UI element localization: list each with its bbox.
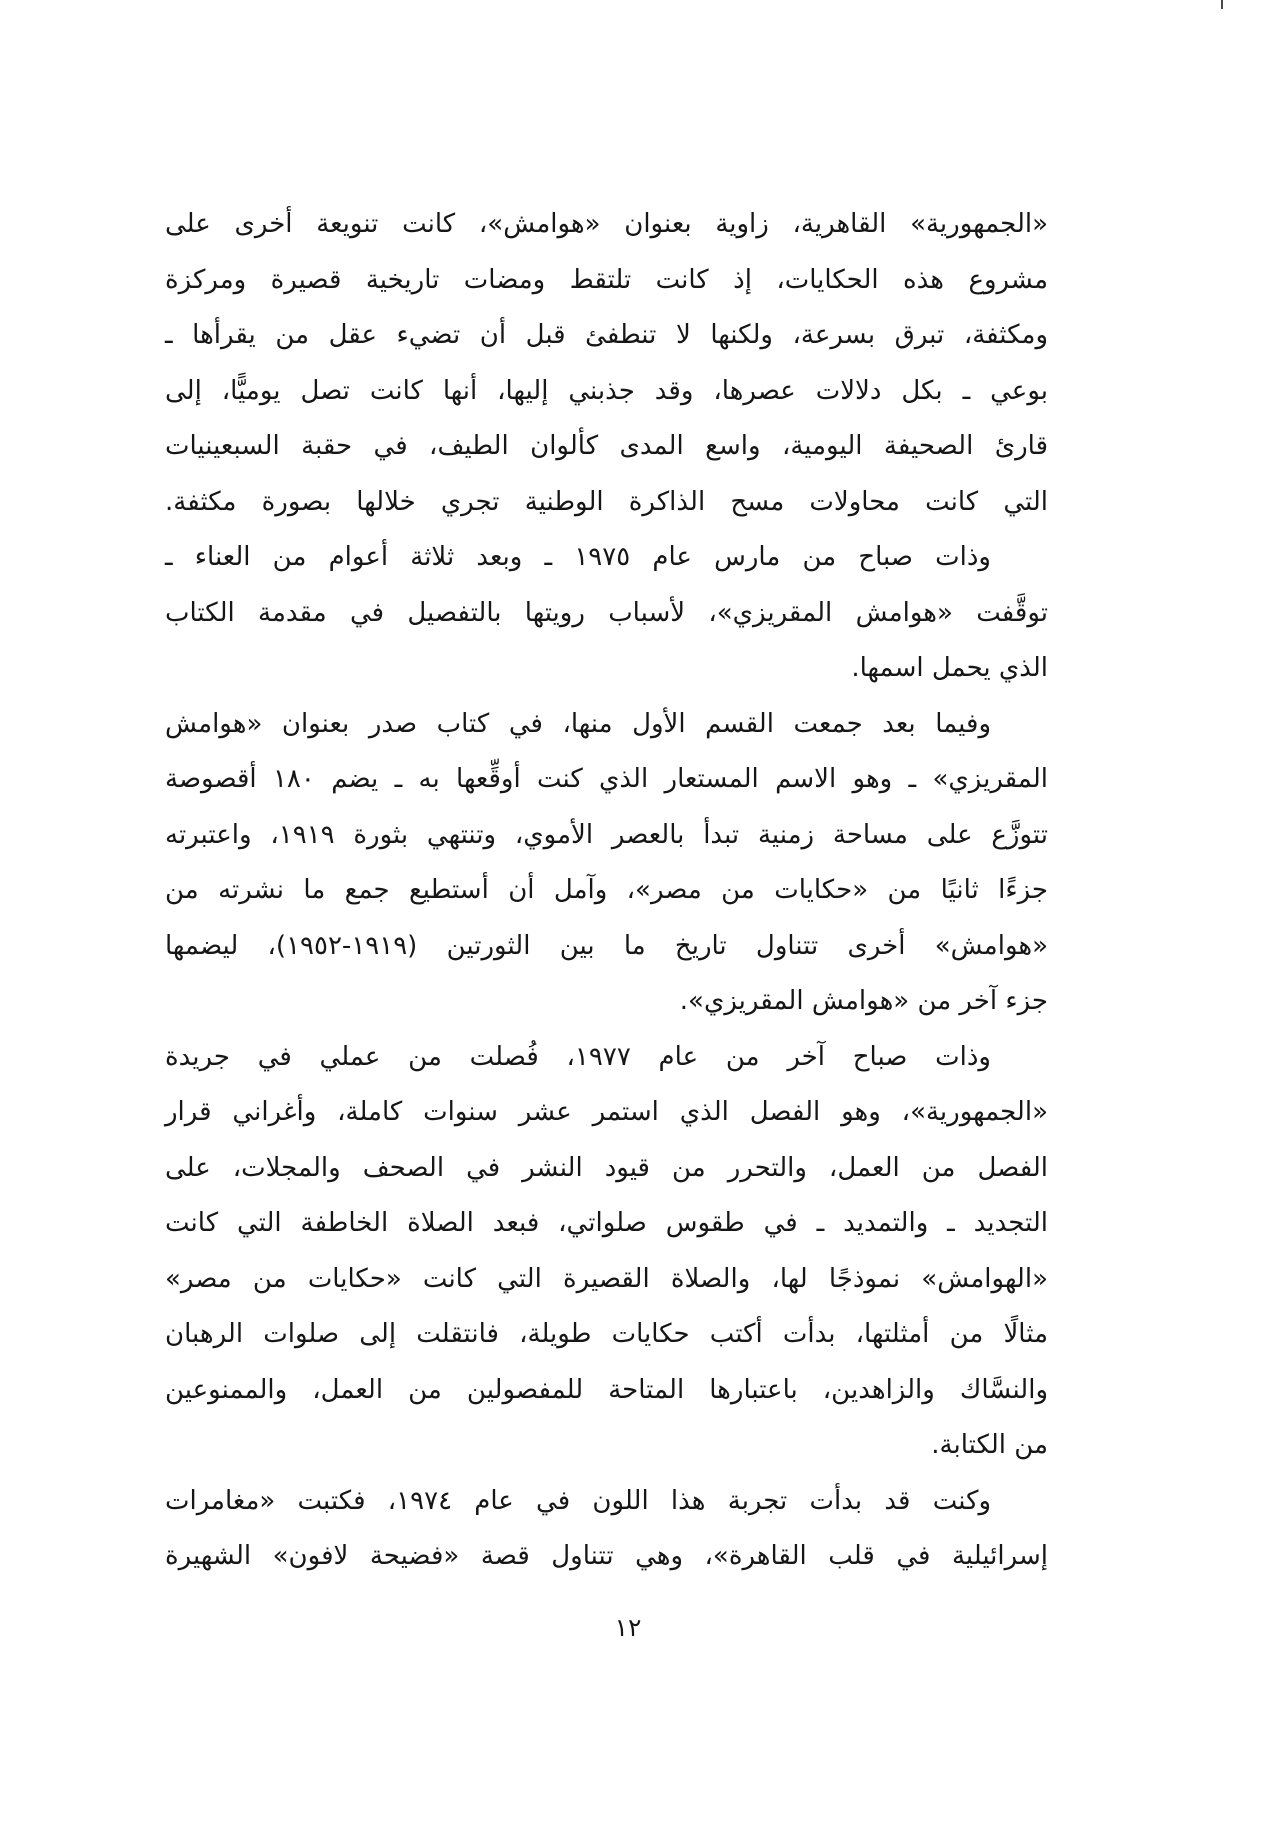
- text-line: الفصل من العمل، والتحرر من قيود النشر في الصحف والمجلات، على: [165, 1152, 1048, 1183]
- text-line: ومكثفة، تبرق بسرعة، ولكنها لا تنطفئ قبل أن تضيء عقل من يقرأها ـ: [165, 320, 1048, 350]
- text-line: وذات صباح من مارس عام ١٩٧٥ ـ وبعد ثلاثة أعوام من العناء ـ: [165, 542, 991, 572]
- text-line: من الكتابة.: [931, 1430, 1048, 1460]
- text-line: التي كانت محاولات مسح الذاكرة الوطنية تجري خلالها بصورة مكثفة.: [165, 486, 1048, 517]
- text-line: مثالًا من أمثلتها، بدأت أكتب حكايات طويلة، فانتقلت إلى صلوات الرهبان: [165, 1319, 1048, 1349]
- text-line: توقَّفت «هوامش المقريزي»، لأسباب رويتها بالتفصيل في مقدمة الكتاب: [165, 597, 1048, 628]
- text-line: وذات صباح آخر من عام ١٩٧٧، فُصلت من عملي في جريدة: [165, 1041, 991, 1072]
- page-number: ١٢: [614, 1613, 642, 1642]
- page-text: [165, 197, 1048, 1585]
- text-line: والنسَّاك والزاهدين، باعتبارها المتاحة للمفصولين من العمل، والممنوعين: [165, 1374, 1048, 1405]
- text-line: المقريزي» ـ وهو الاسم المستعار الذي كنت أوقِّعها به ـ يضم ١٨٠ أقصوصة: [165, 764, 1048, 794]
- text-line: وفيما بعد جمعت القسم الأول منها، في كتاب صدر بعنوان «هوامش: [165, 708, 991, 739]
- text-line: جزء آخر من «هوامش المقريزي».: [679, 986, 1048, 1016]
- text-line: الذي يحمل اسمها.: [851, 653, 1048, 683]
- text-line: «هوامش» أخرى تتناول تاريخ ما بين الثورتين (١٩١٩-١٩٥٢)، ليضمها: [165, 930, 1048, 961]
- text-line: جزءًا ثانيًا من «حكايات من مصر»، وآمل أن أستطيع جمع ما نشرته من: [165, 875, 1048, 905]
- text-line: «الجمهورية» القاهرية، زاوية بعنوان «هوامش»، كانت تنويعة أخرى على: [165, 209, 1048, 239]
- text-line: مشروع هذه الحكايات، إذ كانت تلتقط ومضات تاريخية قصيرة ومركزة: [165, 264, 1048, 295]
- text-line: بوعي ـ بكل دلالات عصرها، وقد جذبني إليها، أنها كانت تصل يوميًّا، إلى: [165, 375, 1048, 406]
- text-line: التجديد ـ والتمديد ـ في طقوس صلواتي، فبعد الصلاة الخاطفة التي كانت: [165, 1208, 1048, 1238]
- text-line: «الهوامش» نموذجًا لها، والصلاة القصيرة التي كانت «حكايات من مصر»: [165, 1263, 1048, 1294]
- text-line: وكنت قد بدأت تجربة هذا اللون في عام ١٩٧٤، فكتبت «مغامرات: [165, 1485, 992, 1516]
- text-line: قارئ الصحيفة اليومية، واسع المدى كألوان الطيف، في حقبة السبعينيات: [165, 431, 1048, 461]
- text-line: «الجمهورية»، وهو الفصل الذي استمر عشر سنوات كاملة، وأغراني قرار: [165, 1097, 1048, 1127]
- corner-tick-mark: [1221, 0, 1223, 9]
- text-line: إسرائيلية في قلب القاهرة»، وهي تتناول قصة «فضيحة لافون» الشهيرة: [165, 1541, 1048, 1571]
- text-line: تتوزَّع على مساحة زمنية تبدأ بالعصر الأموي، وتنتهي بثورة ١٩١٩، واعتبرته: [165, 819, 1048, 850]
